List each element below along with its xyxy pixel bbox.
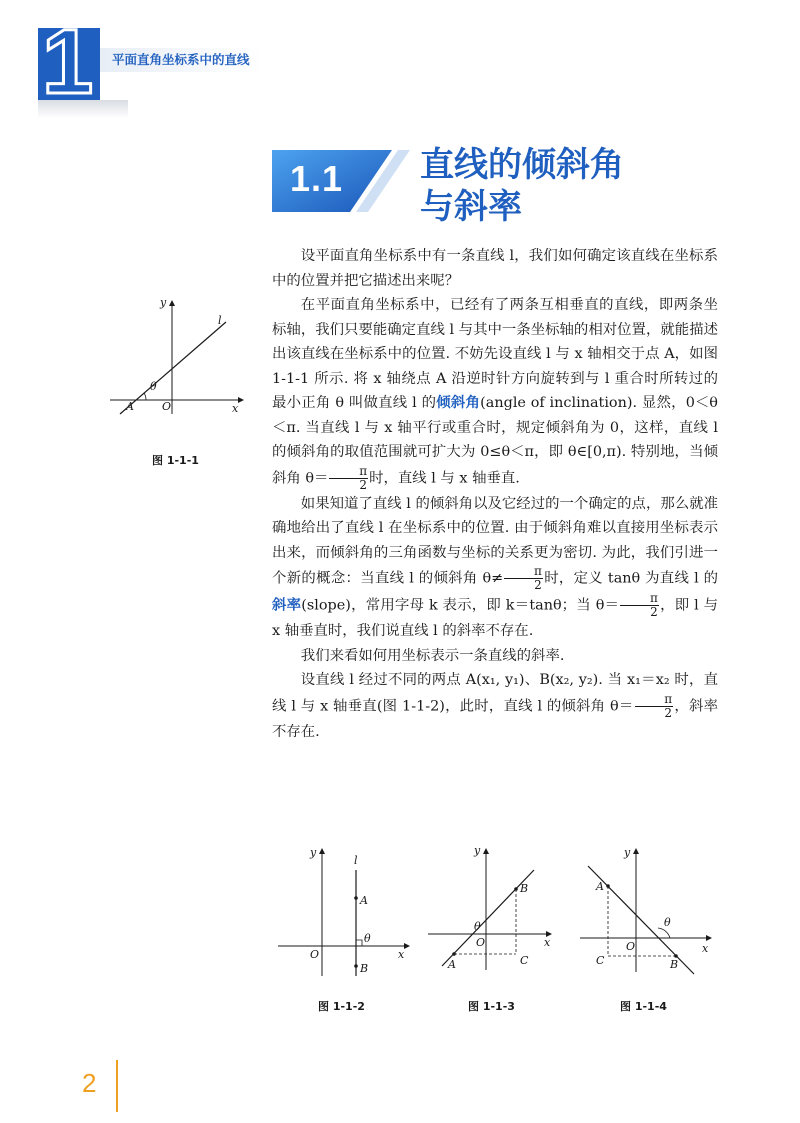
paragraph-text: (slope)，常用字母 k 表示，即 k＝tanθ；当 θ＝: [301, 597, 620, 614]
paragraph-text: ，即 l 与 x 轴垂直时，我们说直线 l 的斜率不存在.: [272, 597, 718, 639]
line-label-l: l: [218, 314, 222, 327]
axis-label-y: y: [624, 846, 631, 859]
paragraph-slope: [272, 492, 718, 644]
angle-label-theta: θ: [364, 932, 371, 945]
figure-caption-1-1-4: 图 1-1-4: [620, 1000, 667, 1013]
angle-label-theta: θ: [474, 920, 481, 933]
origin-label: O: [162, 400, 172, 413]
section-title-line-1: 直线的倾斜角: [420, 145, 624, 185]
fraction-pi-over-2: [635, 693, 674, 720]
figure-1-1-3: [424, 842, 560, 980]
axis-label-y: y: [160, 296, 167, 309]
fraction-numerator: π: [329, 465, 368, 479]
angle-label-theta: θ: [664, 916, 671, 929]
paragraph-two-points: [272, 668, 718, 744]
section-title: [420, 144, 624, 228]
paragraph-coordinates: 我们来看如何用坐标表示一条直线的斜率.: [300, 647, 565, 664]
paragraph-text: 在平面直角坐标系中，已经有了两条互相垂直的直线，即两条坐标轴，我们只要能确定直线 l 与其中一条坐标轴的相对位置，就能描述出该直线在坐标系中的位置. 不妨先设直线 l 与 x 轴相交于点 A，如图 1-1-1 所示. 将 x 轴绕点 A 沿逆时针方向旋转到与 l 重合时所转过的最小正角 θ 叫做直线 l 的: [272, 297, 718, 411]
point-label-a: A: [448, 958, 456, 971]
axis-label-y: y: [310, 846, 317, 859]
body-text: [272, 244, 718, 744]
point-label-b: B: [670, 958, 679, 971]
axis-label-y: y: [474, 844, 481, 857]
term-slope: 斜率: [272, 597, 302, 614]
point-label-a: A: [126, 400, 134, 413]
fraction-denominator: 2: [359, 477, 367, 492]
figure-caption-1-1-2: 图 1-1-2: [318, 1000, 365, 1013]
point-label-c: C: [520, 954, 529, 967]
fraction-pi-over-2: [620, 592, 659, 619]
paragraph-intro: 设平面直角坐标系中有一条直线 l，我们如何确定该直线在坐标系中的位置并把它描述出来呢？: [272, 248, 718, 289]
axis-label-x: x: [398, 948, 405, 961]
point-label-c: C: [596, 954, 605, 967]
fraction-numerator: π: [635, 693, 674, 707]
fraction-numerator: π: [620, 592, 659, 606]
chapter-title: 平面直角坐标系中的直线: [100, 48, 262, 72]
axis-label-x: x: [544, 936, 551, 949]
fraction-denominator: 2: [650, 605, 658, 619]
paragraph-text: (angle of inclination). 显然，0＜θ＜π. 当直线 l 与 x 轴平行或重合时，规定倾斜角为 0，这样，直线 l 的倾斜角的取值范围就可扩大为 0≤θ＜π，即 θ∈[0,π). 特别地，当倾斜角 θ＝: [272, 395, 718, 486]
axis-label-x: x: [232, 402, 239, 415]
paragraph-text: 设直线 l 经过不同的两点 A(x₁, y₁)、B(x₂, y₂). 当 x₁＝x₂ 时，直线 l 与 x 轴垂直(图 1-1-2)，此时，直线 l 的倾斜角 θ＝: [272, 672, 718, 714]
section-number: 1.1: [290, 158, 344, 199]
figure-1-1-4: [574, 842, 718, 980]
chapter-number: 1: [42, 11, 94, 113]
fraction-denominator: 2: [664, 705, 673, 720]
figure-caption-1-1-1: 图 1-1-1: [152, 454, 199, 467]
figure-1-1-2: [272, 842, 414, 980]
origin-label: O: [626, 940, 636, 953]
line-label-l: l: [354, 854, 358, 867]
point-label-a: A: [360, 894, 368, 907]
angle-label-theta: θ: [150, 380, 157, 393]
footer-divider: [116, 1060, 118, 1112]
paragraph-text: ，斜率不存在.: [272, 698, 718, 740]
paragraph-text: 如果知道了直线 l 的倾斜角以及它经过的一个确定的点，那么就准确地给出了直线 l 在坐标系中的位置. 由于倾斜角难以直接用坐标表示出来，而倾斜角的三角函数与坐标的关系更为密切. 为此，我们引进一个新的概念：当直线 l 的倾斜角 θ≠: [272, 495, 718, 587]
fraction-pi-over-2: [329, 465, 368, 492]
origin-label: O: [310, 948, 320, 961]
page-number: 2: [82, 1068, 97, 1098]
figure-caption-1-1-3: 图 1-1-3: [468, 1000, 515, 1013]
point-label-b: B: [360, 962, 369, 975]
origin-label: O: [476, 936, 486, 949]
term-inclination: 倾斜角: [436, 395, 481, 411]
point-label-a: A: [596, 880, 604, 893]
paragraph-text: 时，直线 l 与 x 轴垂直.: [369, 470, 520, 486]
figure-1-1-1: [106, 296, 246, 420]
paragraph-inclination: [272, 293, 718, 492]
paragraph-text: 时，定义 tanθ 为直线 l 的: [543, 570, 718, 587]
fraction-denominator: 2: [534, 578, 542, 592]
fraction-numerator: π: [504, 565, 543, 579]
fraction-pi-over-2: [504, 565, 543, 592]
axis-label-x: x: [702, 942, 709, 955]
point-label-b: B: [520, 882, 529, 895]
section-title-line-2: 与斜率: [420, 187, 522, 227]
